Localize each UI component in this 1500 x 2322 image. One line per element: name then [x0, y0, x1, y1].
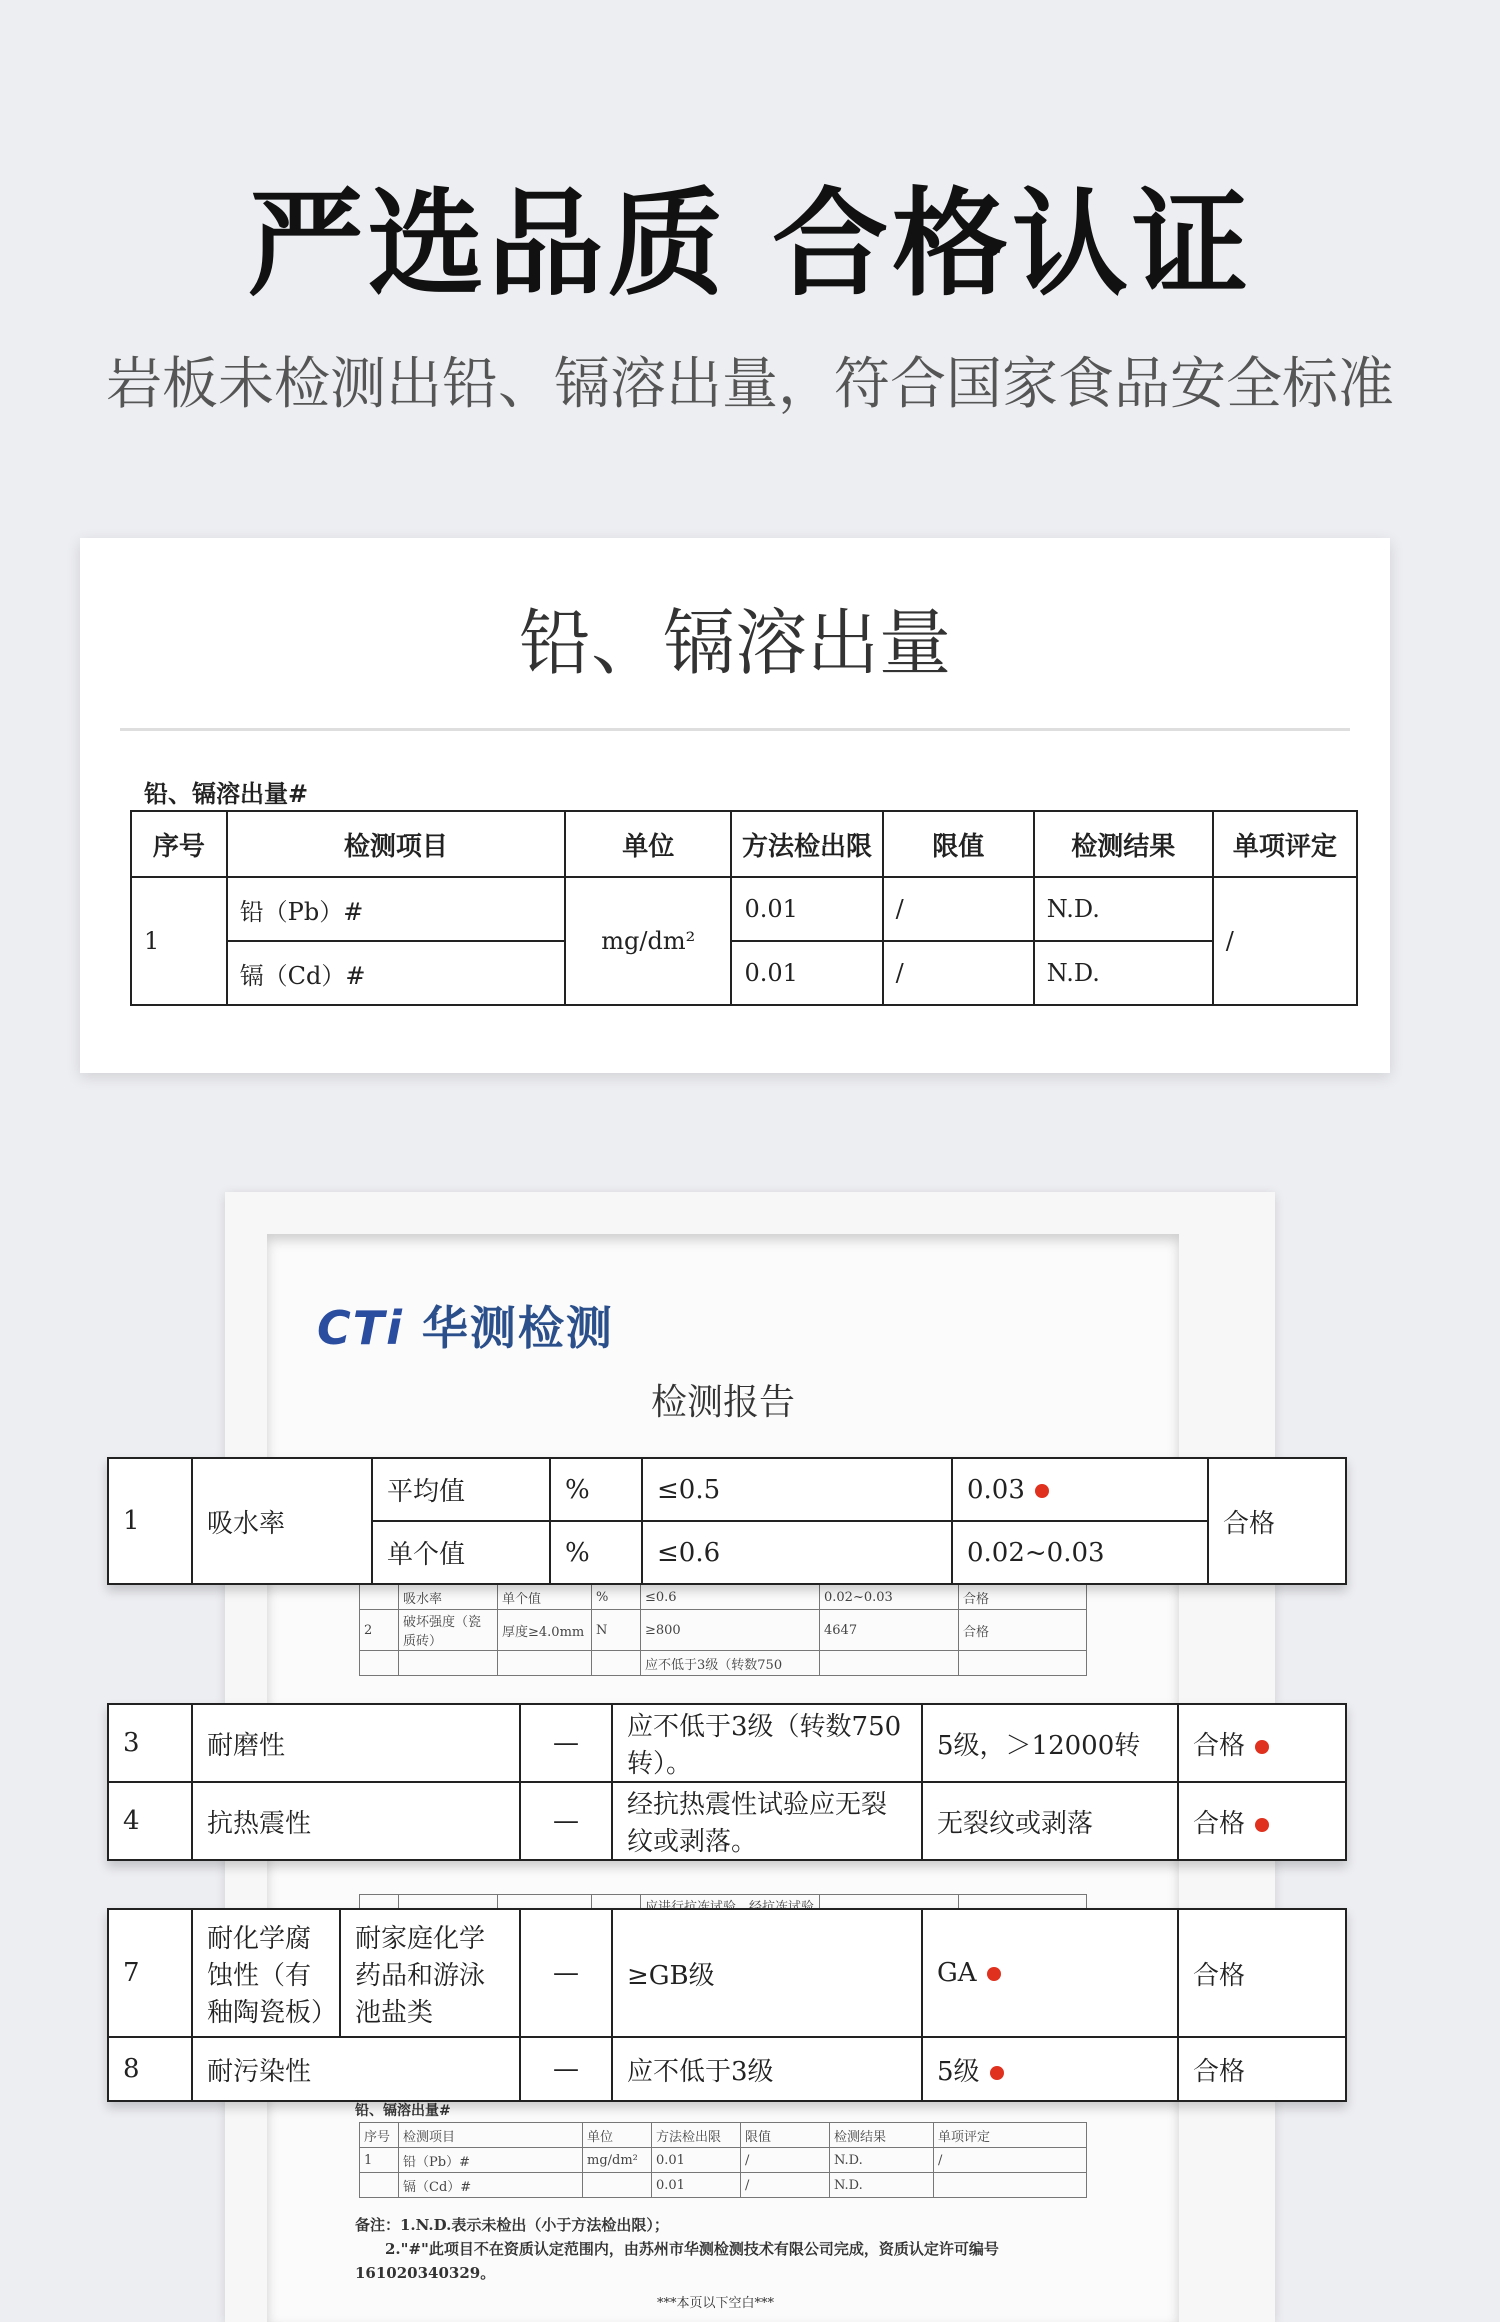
table-row: 吸水率 单个值 % ≤0.6 0.02~0.03 合格: [360, 1585, 1087, 1610]
strip-water-absorption: [107, 1457, 1347, 1585]
lead-cadmium-table: [130, 810, 1358, 1006]
row-rating: 合格: [1208, 1458, 1346, 1584]
table-caption: 铅、镉溶出量#: [144, 779, 309, 808]
row-unit: %: [550, 1521, 642, 1584]
card-title: 铅、镉溶出量: [518, 601, 951, 685]
row-requirement: 经抗热震性试验应无裂纹或剥落。: [612, 1782, 922, 1860]
row-requirement: ≤0.6: [642, 1521, 952, 1584]
chemical-stain-table: [107, 1908, 1347, 2102]
page-subheadline: 岩板未检测出铅、镉溶出量，符合国家食品安全标准: [106, 352, 1394, 417]
row-result: 0.03: [952, 1458, 1208, 1521]
header-result: 检测结果: [1034, 811, 1213, 877]
row-index: 8: [108, 2037, 192, 2101]
header-limit: 限值: [883, 811, 1034, 877]
table-row: 2 破坏强度（瓷质砖） 厚度≥4.0mm N ≥800 4647 合格: [360, 1610, 1087, 1651]
sub-item: 单个值: [372, 1521, 550, 1584]
table-row: [108, 1782, 1346, 1860]
row-rating: 合格: [1178, 2037, 1346, 2101]
item-method-limit: 0.01: [731, 941, 882, 1005]
table-header-row: [131, 811, 1357, 877]
highlight-dot-icon: [1255, 1740, 1269, 1754]
header-unit: 单位: [565, 811, 731, 877]
sub-item: 耐家庭化学药品和游泳池盐类: [340, 1909, 520, 2037]
item-method-limit: 0.01: [731, 877, 882, 941]
report-note-1: 备注：1.N.D.表示未检出（小于方法检出限）；: [355, 2216, 669, 2234]
row-unit: mg/dm²: [565, 877, 731, 1005]
table-row: [108, 1458, 1346, 1521]
row-index: 4: [108, 1782, 192, 1860]
row-name: 耐磨性: [192, 1704, 520, 1782]
row-name: 耐污染性: [192, 2037, 520, 2101]
row-unit: %: [550, 1458, 642, 1521]
header-method-limit: 方法检出限: [731, 811, 882, 877]
row-result: GA: [922, 1909, 1178, 2037]
row-requirement: ≥GB级: [612, 1909, 922, 2037]
strip-wear-thermal: [107, 1703, 1347, 1861]
table-row: 应不低于3级（转数750: [360, 1651, 1087, 1676]
row-index: 3: [108, 1704, 192, 1782]
row-index: 1: [108, 1458, 192, 1584]
row-result: 5级: [922, 2037, 1178, 2101]
strip-chemical-stain: [107, 1908, 1347, 2102]
row-result: 无裂纹或剥落: [922, 1782, 1178, 1860]
report-note-3: 161020340329。: [355, 2264, 496, 2282]
row-requirement: 应不低于3级（转数750转）。: [612, 1704, 922, 1782]
table-row: [131, 877, 1357, 941]
report-title: 检测报告: [650, 1382, 795, 1423]
card-divider: [120, 728, 1350, 731]
highlight-dot-icon: [990, 2066, 1004, 2080]
row-unit: —: [520, 1704, 612, 1782]
table-row: 1 铅（Pb）# mg/dm² 0.01 / N.D. /: [360, 2148, 1087, 2173]
row-result: 0.02~0.03: [952, 1521, 1208, 1584]
row-name: 耐化学腐蚀性（有釉陶瓷板）: [192, 1909, 340, 2037]
row-name: 吸水率: [192, 1458, 372, 1584]
highlight-dot-icon: [987, 1967, 1001, 1981]
bottom-table-caption: 铅、镉溶出量#: [355, 2103, 451, 2119]
table-row: [108, 1909, 1346, 2037]
row-index: 1: [131, 877, 227, 1005]
highlight-dot-icon: [1035, 1484, 1049, 1498]
row-requirement: 应不低于3级: [612, 2037, 922, 2101]
water-absorption-table: [107, 1457, 1347, 1585]
row-unit: —: [520, 1909, 612, 2037]
logo-mark: CTi: [317, 1301, 404, 1355]
header-rating: 单项评定: [1213, 811, 1357, 877]
table-row: [131, 941, 1357, 1005]
report-note-4: ***本页以下空白***: [657, 2296, 775, 2311]
wear-thermal-table: [107, 1703, 1347, 1861]
company-logo: [317, 1292, 614, 1358]
table-header-row: 序号 检测项目 单位 方法检出限 限值 检测结果 单项评定: [360, 2123, 1087, 2148]
lead-cadmium-card: [80, 538, 1390, 1073]
report-bottom-table: [359, 2122, 1087, 2198]
row-rating: 合格: [1178, 1704, 1346, 1782]
item-result: N.D.: [1034, 941, 1213, 1005]
item-limit: /: [883, 941, 1034, 1005]
row-unit: —: [520, 2037, 612, 2101]
row-rating: 合格: [1178, 1909, 1346, 2037]
header-item: 检测项目: [227, 811, 565, 877]
header-index: 序号: [131, 811, 227, 877]
row-rating: /: [1213, 877, 1357, 1005]
table-row: [108, 1704, 1346, 1782]
page-headline: 严选品质 合格认证: [247, 177, 1253, 312]
item-name: 铅（Pb）#: [227, 877, 565, 941]
row-index: 7: [108, 1909, 192, 2037]
item-result: N.D.: [1034, 877, 1213, 941]
row-name: 抗热震性: [192, 1782, 520, 1860]
item-name: 镉（Cd）#: [227, 941, 565, 1005]
item-limit: /: [883, 877, 1034, 941]
row-unit: —: [520, 1782, 612, 1860]
report-note-2: 2."#"此项目不在资质认定范围内，由苏州市华测检测技术有限公司完成，资质认定许可编号: [385, 2240, 999, 2258]
row-requirement: ≤0.5: [642, 1458, 952, 1521]
row-rating: 合格: [1178, 1782, 1346, 1860]
sub-item: 平均值: [372, 1458, 550, 1521]
report-bg-table-a: [359, 1584, 1087, 1676]
logo-text: 华测检测: [421, 1301, 614, 1355]
highlight-dot-icon: [1255, 1818, 1269, 1832]
row-result: 5级，＞12000转: [922, 1704, 1178, 1782]
table-row: 镉（Cd）# 0.01 / N.D.: [360, 2173, 1087, 2198]
table-row: [108, 2037, 1346, 2101]
